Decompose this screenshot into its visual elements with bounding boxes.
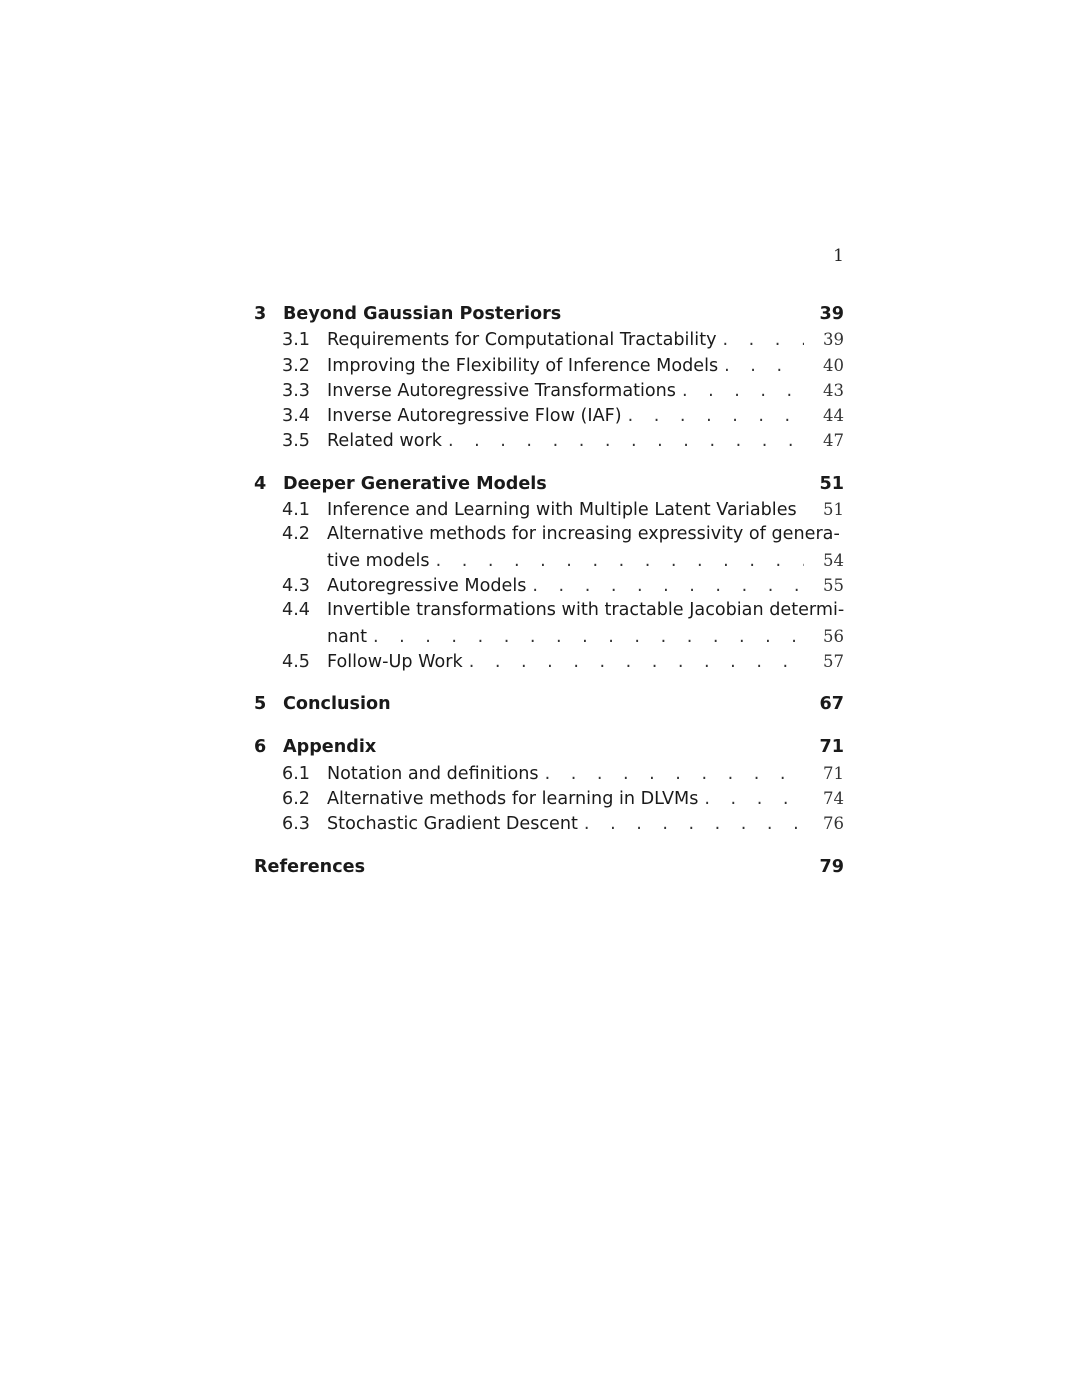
section-number: 3.5 [282,431,310,452]
section-page: 55 [823,575,844,595]
chapter-number: 5 [254,694,267,715]
chapter-page: 51 [819,473,844,494]
toc-section[interactable] [254,428,844,453]
chapter-title: Beyond Gaussian Posteriors [283,304,562,324]
dot-leader [463,650,804,675]
toc-section[interactable] [254,573,844,598]
toc-chapter-4 [254,472,844,674]
section-page: 44 [823,406,844,426]
section-page: 57 [823,651,844,671]
section-number: 4.3 [282,575,310,596]
chapter-number: 3 [254,304,267,324]
section-number: 3.2 [282,355,310,376]
section-number: 4.2 [282,524,310,545]
section-number: 6.1 [282,763,310,784]
chapter-heading[interactable] [254,302,844,327]
toc-chapter-3 [254,302,844,454]
toc-section[interactable] [254,327,844,352]
section-page: 40 [823,355,844,375]
page-number: 1 [833,246,844,266]
chapter-number: 4 [254,473,267,494]
section-title: Stochastic Gradient Descent [327,814,578,835]
dot-leader [539,762,804,787]
dot-leader [442,429,804,454]
chapter-heading[interactable] [254,472,844,497]
section-page: 74 [823,789,844,809]
section-title: Inverse Autoregressive Flow (IAF) [327,406,622,427]
toc-section[interactable] [254,598,844,623]
section-title: Requirements for Computational Tractability [327,330,717,351]
section-title: Inference and Learning with Multiple Latent Variables [327,500,797,521]
dot-leader [578,812,804,837]
toc-section-continuation[interactable] [254,624,844,649]
section-title: Inverse Autoregressive Transformations [327,380,676,401]
section-number: 6.2 [282,789,310,810]
chapter-title: Conclusion [283,694,391,715]
toc-section[interactable] [254,497,844,522]
section-page: 51 [823,500,844,520]
toc-section[interactable] [254,649,844,674]
chapter-page: 71 [819,737,844,758]
toc-section[interactable] [254,378,844,403]
toc-section[interactable] [254,353,844,378]
toc-references [254,855,844,880]
section-page: 76 [823,814,844,834]
chapter-page: 67 [819,694,844,715]
dot-leader [718,354,804,379]
section-number: 4.4 [282,600,310,621]
toc-section-continuation[interactable] [254,548,844,573]
dot-leader [622,404,804,429]
chapter-heading[interactable] [254,735,844,760]
toc-section[interactable] [254,786,844,811]
chapter-number: 6 [254,737,267,758]
references-heading[interactable] [254,855,844,880]
section-page: 71 [823,763,844,783]
section-number: 4.5 [282,651,310,672]
toc-chapter-5 [254,692,844,717]
section-title-continued: nant [327,626,367,647]
section-title: Improving the Flexibility of Inference Models [327,355,719,376]
dot-leader [526,574,804,599]
dot-leader [430,549,804,574]
section-number: 6.3 [282,814,310,835]
section-number: 3.3 [282,380,310,401]
dot-leader [367,625,804,650]
references-page: 79 [819,856,844,877]
section-number: 4.1 [282,500,310,521]
references-title: References [254,856,366,877]
section-title: Autoregressive Models [327,575,527,596]
chapter-page: 39 [819,304,844,324]
toc-section[interactable] [254,761,844,786]
section-page: 54 [823,550,844,570]
dot-leader [676,379,804,404]
chapter-title: Appendix [283,737,377,758]
section-page: 43 [823,380,844,400]
chapter-heading[interactable] [254,692,844,717]
dot-leader [797,498,804,523]
section-title: Alternative methods for increasing expressivity of genera- [327,524,840,545]
section-page: 56 [823,626,844,646]
section-title: Related work [327,431,442,452]
section-page: 47 [823,431,844,451]
dot-leader [698,787,804,812]
toc-section[interactable] [254,403,844,428]
toc-chapter-6 [254,735,844,836]
toc-section[interactable] [254,811,844,836]
section-title: Alternative methods for learning in DLVMs [327,789,699,810]
dot-leader [717,328,804,353]
section-number: 3.1 [282,330,310,351]
section-number: 3.4 [282,406,310,427]
toc-section[interactable] [254,522,844,547]
section-page: 39 [823,330,844,350]
chapter-title: Deeper Generative Models [283,473,547,494]
table-of-contents [254,302,844,898]
section-title-continued: tive models [327,550,430,571]
section-title: Invertible transformations with tractable Jacobian determi- [327,600,845,621]
section-title: Notation and definitions [327,763,539,784]
section-title: Follow-Up Work [327,651,463,672]
